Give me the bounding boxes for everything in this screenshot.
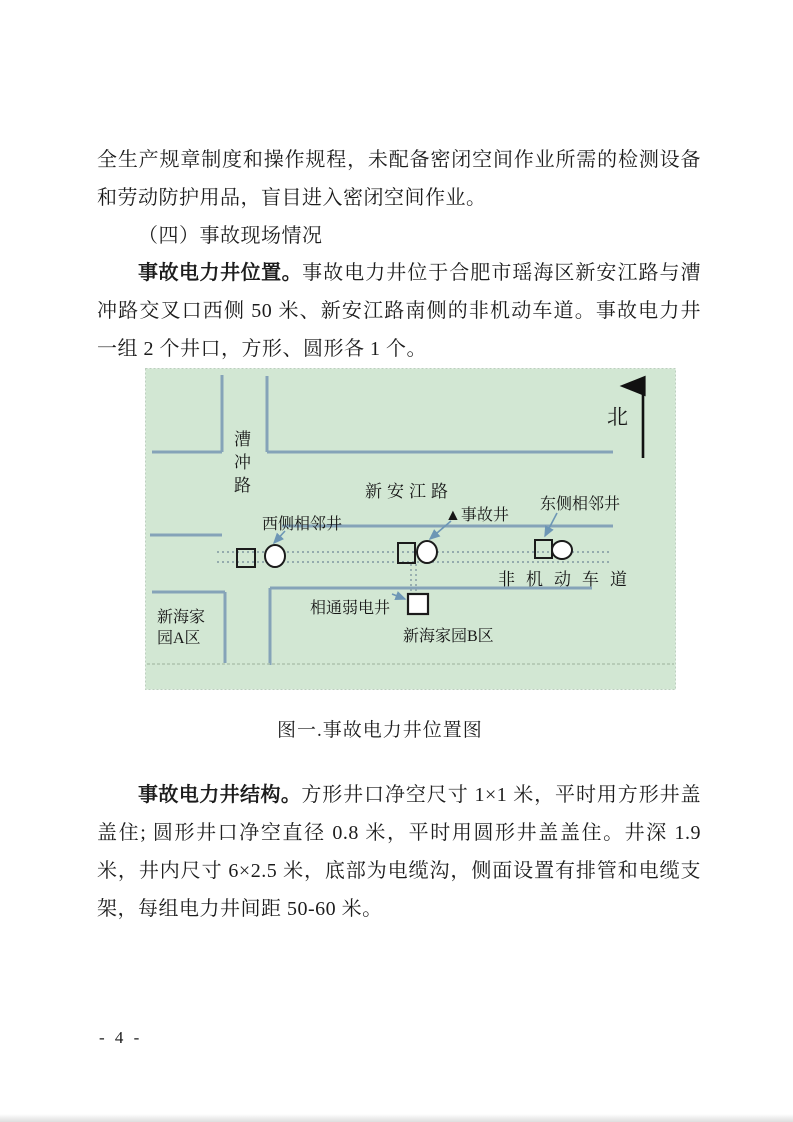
zone-a-label-line1: 新海家	[157, 609, 206, 626]
body-paragraph-1: 全生产规章制度和操作规程，未配备密闭空间作业所需的检测设备和劳动防护用品，盲目进入密闭空间作业。	[97, 149, 701, 209]
figure-caption: 图一.事故电力井位置图	[277, 720, 483, 741]
caochong-road-label-char1: 漕	[234, 430, 251, 449]
accident-round-well	[417, 541, 437, 563]
well-structure-text: 方形井口净空尺寸 1×1 米，平时用方形井盖盖住; 圆形井口净空直径 0.8 米，平时用圆形井盖盖住。井深 1.9 米，井内尺寸 6×2.5 米，底部为电缆沟，侧面设置有排管和电缆支架，每组电力井间距 50-60 米。	[97, 784, 702, 920]
location-figure	[145, 368, 676, 690]
well-structure-paragraph	[97, 776, 701, 928]
east-adjacent-well-label: 东侧相邻井	[540, 496, 621, 513]
location-diagram	[145, 368, 676, 690]
zone-b-label: 新海家园B区	[403, 628, 494, 645]
xinanjiang-road-label: 新安江路	[365, 482, 453, 501]
non-motor-lane-label: 非机动车道	[498, 570, 638, 589]
west-round-well	[265, 545, 285, 567]
weak-electric-well-square	[408, 594, 428, 614]
accident-well-label: ▲事故井	[445, 507, 509, 524]
caochong-road-label-char3: 路	[234, 476, 251, 495]
page-bottom-edge	[0, 1114, 793, 1122]
page-number: - 4 -	[99, 1028, 143, 1047]
section-heading: （四）事故现场情况	[138, 225, 323, 247]
zone-a-label-line2: 园A区	[157, 630, 201, 647]
west-adjacent-well-label: 西侧相邻井	[262, 516, 343, 533]
well-location-lead: 事故电力井位置。	[138, 262, 303, 284]
well-location-text: 事故电力井位于合肥市瑶海区新安江路与漕冲路交叉口西侧 50 米、新安江路南侧的非机动车道。事故电力井一组 2 个井口，方形、圆形各 1 个。	[97, 262, 702, 360]
well-location-paragraph	[97, 254, 701, 368]
connected-weak-well-label: 相通弱电井	[310, 600, 391, 617]
well-structure-lead: 事故电力井结构。	[138, 784, 302, 806]
caochong-road-label-char2: 冲	[234, 453, 251, 472]
north-label: 北	[607, 405, 628, 429]
east-round-well	[552, 541, 572, 559]
